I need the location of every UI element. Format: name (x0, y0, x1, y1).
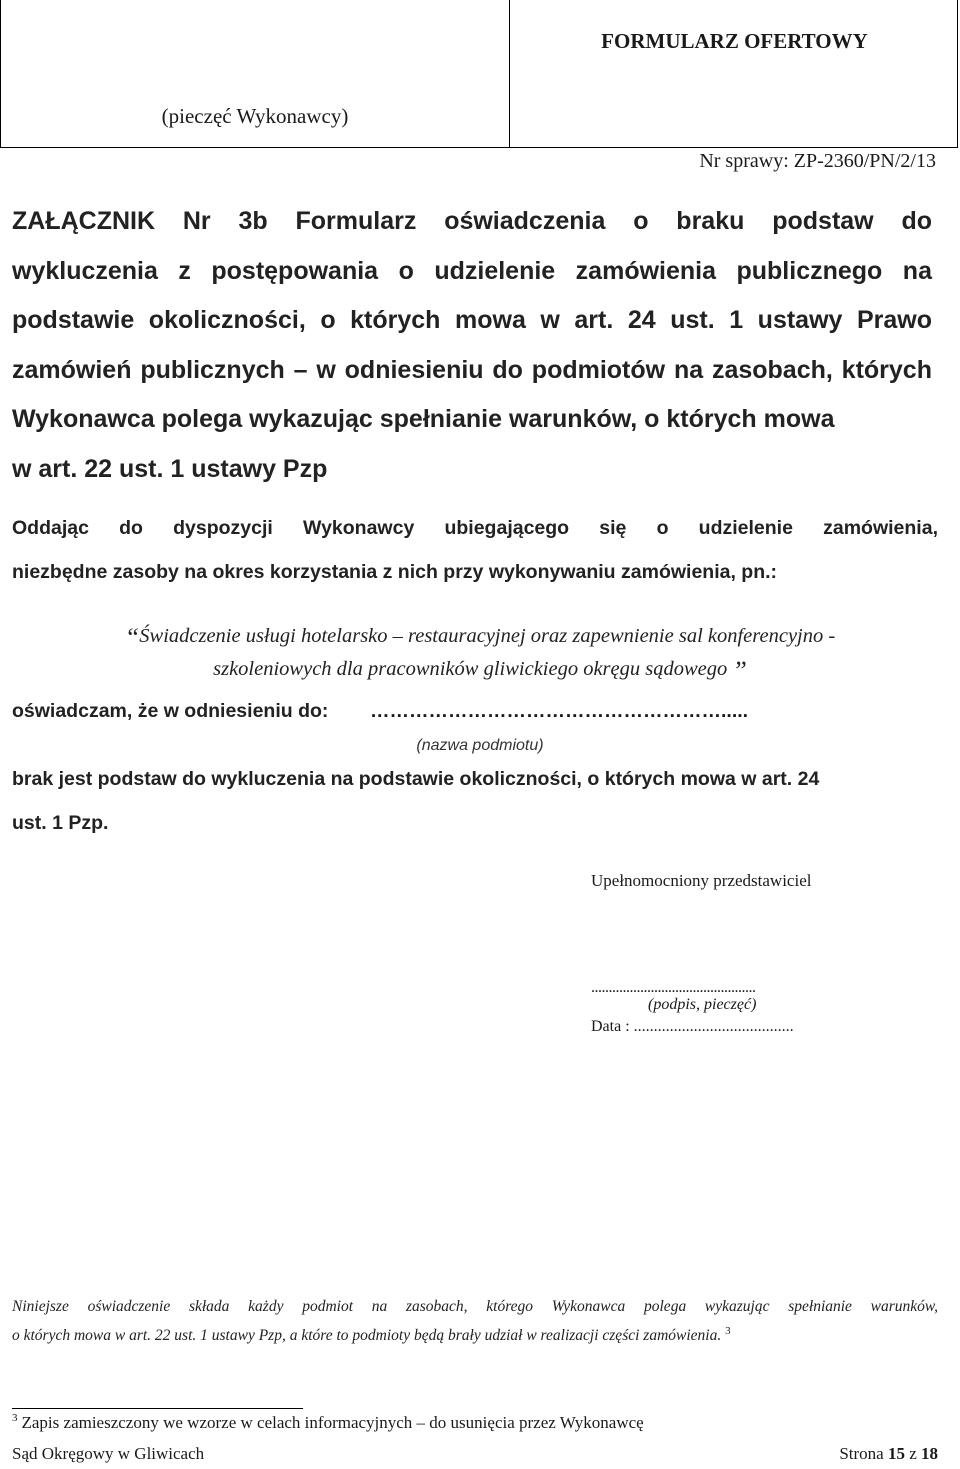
order-subject-line: szkoleniowych dla pracowników gliwickiego okręgu sądowego ” (213, 656, 747, 685)
entity-name-field[interactable]: ………………………………………………..... (370, 700, 749, 722)
statement-line: ust. 1 Pzp. (12, 812, 109, 834)
total-pages: 18 (921, 1444, 938, 1463)
close-quote: ” (732, 656, 747, 685)
signature-caption: (podpis, pieczęć) (648, 996, 757, 1013)
heading-line: ZAŁĄCZNIK Nr 3b Formularz oświadczenia o braku podstaw do (12, 207, 932, 235)
declaration-label: oświadczam, że w odniesieniu do: (12, 700, 329, 722)
page-number: Strona 15 z 18 (839, 1444, 938, 1463)
intro-line: niezbędne zasoby na okres korzystania z nich przy wykonywaniu zamówienia, pn.: (12, 561, 778, 583)
case-number: Nr sprawy: ZP-2360/PN/2/13 (699, 150, 936, 172)
footnote-number: 3 (12, 1412, 18, 1424)
entity-name-caption: (nazwa podmiotu) (416, 737, 544, 754)
statement-line: brak jest podstaw do wykluczenia na podstawie okoliczności, o których mowa w art. 24 (12, 768, 820, 790)
submission-note (12, 1295, 938, 1348)
footnote-marker: 3 (725, 1325, 731, 1337)
form-title: FORMULARZ OFERTOWY (601, 29, 868, 53)
attachment-heading (12, 197, 932, 494)
note-line: Niniejsze oświadczenie składa każdy podmiot na zasobach, którego Wykonawca polega wykazując spełnianie warunków, (12, 1298, 938, 1315)
order-subject (40, 620, 920, 686)
footnote-text: Zapis zamieszczony we wzorze w celach informacyjnych – do usunięcia przez Wykonawcę (21, 1413, 644, 1432)
order-subject-line: “Świadczenie usługi hotelarsko – restauracyjnej oraz zapewnienie sal konferencyjno - (124, 623, 836, 652)
heading-line: Wykonawca polega wykazując spełnianie warunków, o których mowa (12, 405, 835, 433)
footer-court-name: Sąd Okręgowy w Gliwicach (12, 1444, 205, 1463)
footnote (12, 1412, 644, 1433)
intro-line: Oddając do dyspozycji Wykonawcy ubiegającego się o udzielenie zamówienia, (12, 517, 938, 539)
open-quote: “ (124, 623, 140, 652)
no-exclusion-statement (12, 757, 938, 845)
current-page: 15 (887, 1444, 905, 1463)
heading-line: zamówień publicznych – w odniesieniu do podmiotów na zasobach, których (12, 355, 932, 384)
intro-paragraph (12, 506, 938, 594)
heading-line: w art. 22 ust. 1 ustawy Pzp (12, 454, 328, 483)
footnote-rule (12, 1408, 303, 1409)
header-divider (509, 0, 510, 147)
heading-line: wykluczenia z postępowania o udzielenie zamówienia publicznego na (12, 256, 932, 285)
heading-line: podstawie okoliczności, o których mowa w art. 24 ust. 1 ustawy Prawo (12, 306, 932, 334)
signature-field[interactable]: ............................................... (591, 979, 756, 996)
contractor-stamp-label: (pieczęć Wykonawcy) (161, 104, 349, 128)
note-line: o których mowa w art. 22 ust. 1 ustawy Pzp, a które to podmioty będą brały udział w realizacji części zamówienia. $^3$ (12, 1325, 731, 1344)
date-field[interactable]: Data : ........................................ (591, 1018, 794, 1035)
header-table (0, 0, 958, 148)
representative-label: Upełnomocniony przedstawiciel (591, 871, 812, 890)
